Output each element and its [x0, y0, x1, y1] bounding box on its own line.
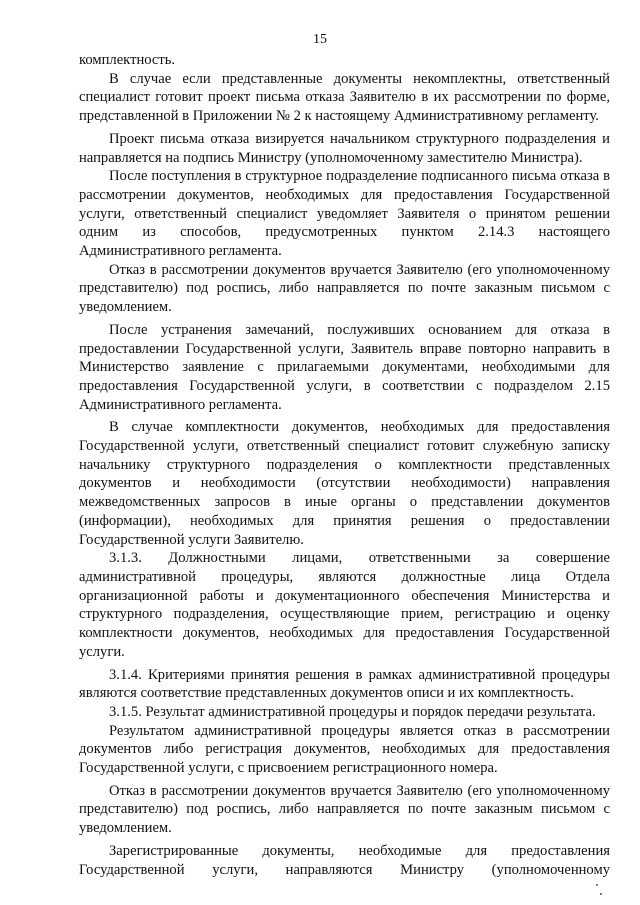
paragraph-section-3-1-3: 3.1.3. Должностными лицами, ответственными за совершение административной процедуры, являются должностные лица Отдела организационной работы и документационного обеспечения Министерства и структурного подразделения, осуществляющие прием, регистрацию и оценку комплектности документов, необходимых для предоставления Государственной услуги.: [79, 550, 610, 660]
paragraph-section-3-1-4: 3.1.4. Критериями принятия решения в рамках административной процедуры являются соответствие представленных документов описи и их комплектность.: [79, 666, 610, 702]
paragraph-3: Проект письма отказа визируется начальником структурного подразделения и направляется на подпись Министру (уполномоченному заместителю Министра).: [79, 130, 610, 166]
paragraph-4: После поступления в структурное подразделение подписанного письма отказа в рассмотрении документов, необходимых для предоставления Государственной услуги, ответственный специалист уведомляет Заявителя о принятом решении одним из способов, предусмотренных пунктом 2.14.3 настоящего Административного регламента.: [79, 168, 610, 260]
paragraph-section-3-1-5: 3.1.5. Результат административной процедуры и порядок передачи результата.: [109, 703, 596, 720]
paragraph-result: Результатом административной процедуры является отказ в рассмотрении документов либо регистрация документов, необходимых для предоставления Государственной услуги, с присвоением регистрационного номера.: [79, 722, 610, 777]
paragraph-1: комплектность.: [79, 52, 176, 68]
scan-speck: [596, 884, 598, 886]
paragraph-6: После устранения замечаний, послуживших основанием для отказа в предоставлении Государственной услуги, Заявитель вправе повторно направить в Министерство заявление с прилагаемыми документами, необходимыми для предоставления Государственной услуги, в соответствии с подразделом 2.15 Административного регламента.: [79, 321, 610, 413]
paragraph-5: Отказ в рассмотрении документов вручается Заявителю (его уполномоченному представителю) под роспись, либо направляется по почте заказным письмом с уведомлением.: [79, 261, 610, 316]
document-body: [79, 51, 610, 879]
paragraph-registered: Зарегистрированные документы, необходимые для предоставления Государственной услуги, направляются Министру (уполномоченному: [79, 842, 610, 878]
paragraph-2: В случае если представленные документы некомплектны, ответственный специалист готовит проект письма отказа Заявителю в их рассмотрении по форме, представленной в Приложении № 2 к настоящему Административному регламенту.: [79, 70, 610, 125]
page-number: 15: [313, 32, 327, 47]
paragraph-7: В случае комплектности документов, необходимых для предоставления Государственной услуги, ответственный специалист готовит служебную записку начальнику структурного подразделения о комплектности представленных документов и необходимости (отсутствии необходимости) направления межведомственных запросов в иные органы о представлении документов (информации), необходимых для принятия решения о предоставлении Государственной услуги Заявителю.: [79, 419, 610, 548]
scan-speck: [600, 893, 602, 895]
paragraph-refusal: Отказ в рассмотрении документов вручается Заявителю (его уполномоченному представителю) под роспись, либо направляется по почте заказным письмом с уведомлением.: [79, 782, 610, 837]
